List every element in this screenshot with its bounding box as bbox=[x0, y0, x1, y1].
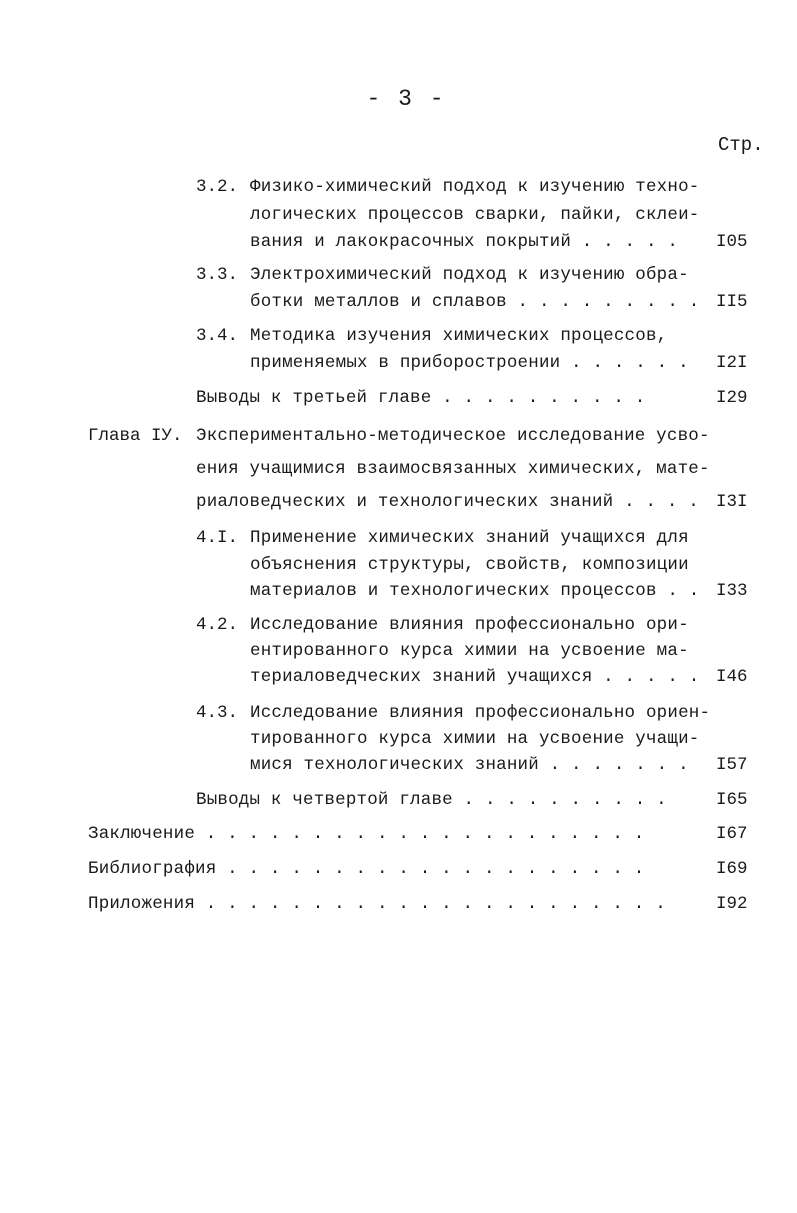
toc-entry-number: 3.2. bbox=[196, 177, 239, 197]
toc-entry-page: I05 bbox=[716, 232, 748, 252]
toc-entry-page: I92 bbox=[716, 894, 748, 914]
toc-entry-title-line: Физико-химический подход к изучению техно- bbox=[250, 177, 700, 197]
toc-entry-title-line: Методика изучения химических процессов, bbox=[250, 326, 668, 346]
toc-entry-number: 3.3. bbox=[196, 265, 239, 285]
toc-entry-title-line: применяемых в приборостроении . . . . . . bbox=[250, 353, 689, 373]
toc-entry-title-line: объяснения структуры, свойств, композиции bbox=[250, 555, 689, 575]
toc-entry-title-line: Заключение . . . . . . . . . . . . . . . . . . . . . bbox=[88, 824, 645, 844]
toc-entry-number: 4.2. bbox=[196, 615, 239, 635]
toc-entry-title-line: Библиография . . . . . . . . . . . . . . . . . . . . bbox=[88, 859, 645, 879]
toc-entry-title-line: тированного курса химии на усвоение учащи- bbox=[250, 729, 700, 749]
toc-entry-title-line: Электрохимический подход к изучению обра- bbox=[250, 265, 689, 285]
toc-entry-page: I2I bbox=[716, 353, 748, 373]
toc-entry-page: I46 bbox=[716, 667, 748, 687]
toc-entry-page: I29 bbox=[716, 388, 748, 408]
toc-entry-page: I33 bbox=[716, 581, 748, 601]
toc-entry-page: I67 bbox=[716, 824, 748, 844]
page-column-header: Стр. bbox=[718, 134, 764, 156]
toc-entry-title-line: вания и лакокрасочных покрытий . . . . . bbox=[250, 232, 679, 252]
toc-entry-title-line: Приложения . . . . . . . . . . . . . . . . . . . . . . bbox=[88, 894, 666, 914]
toc-entry-title-line: Экспериментально-методическое исследование усво- bbox=[196, 426, 710, 446]
toc-entry-page: I3I bbox=[716, 492, 748, 512]
toc-entry-title-line: териаловедческих знаний учащихся . . . . . bbox=[250, 667, 700, 687]
toc-entry-title-line: ения учащимися взаимосвязанных химических, мате- bbox=[196, 459, 710, 479]
toc-entry-number: 4.I. bbox=[196, 528, 239, 548]
toc-entry-title-line: материалов и технологических процессов . . bbox=[250, 581, 700, 601]
toc-entry-title-line: мися технологических знаний . . . . . . . bbox=[250, 755, 689, 775]
toc-entry-number: 4.3. bbox=[196, 703, 239, 723]
toc-entry-title-line: Исследование влияния профессионально ори- bbox=[250, 615, 689, 635]
toc-entry-title-line: ботки металлов и сплавов . . . . . . . . . bbox=[250, 292, 700, 312]
toc-entry-page: II5 bbox=[716, 292, 748, 312]
toc-chapter-label: Глава IУ. bbox=[88, 426, 183, 446]
toc-entry-title-line: Применение химических знаний учащихся для bbox=[250, 528, 689, 548]
toc-entry-title-line: риаловедческих и технологических знаний . . . . bbox=[196, 492, 699, 512]
toc-entry-title-line: логических процессов сварки, пайки, склеи- bbox=[250, 205, 700, 225]
toc-entry-title-line: Исследование влияния профессионально ориен- bbox=[250, 703, 711, 723]
toc-entry-page: I65 bbox=[716, 790, 748, 810]
toc-entry-title-line: ентированного курса химии на усвоение ма- bbox=[250, 641, 689, 661]
toc-entry-title-line: Выводы к третьей главе . . . . . . . . . . bbox=[196, 388, 646, 408]
toc-entry-number: 3.4. bbox=[196, 326, 239, 346]
toc-entry-page: I57 bbox=[716, 755, 748, 775]
toc-entry-title-line: Выводы к четвертой главе . . . . . . . . . . bbox=[196, 790, 667, 810]
toc-entry-page: I69 bbox=[716, 859, 748, 879]
page-number: - 3 - bbox=[366, 86, 446, 112]
